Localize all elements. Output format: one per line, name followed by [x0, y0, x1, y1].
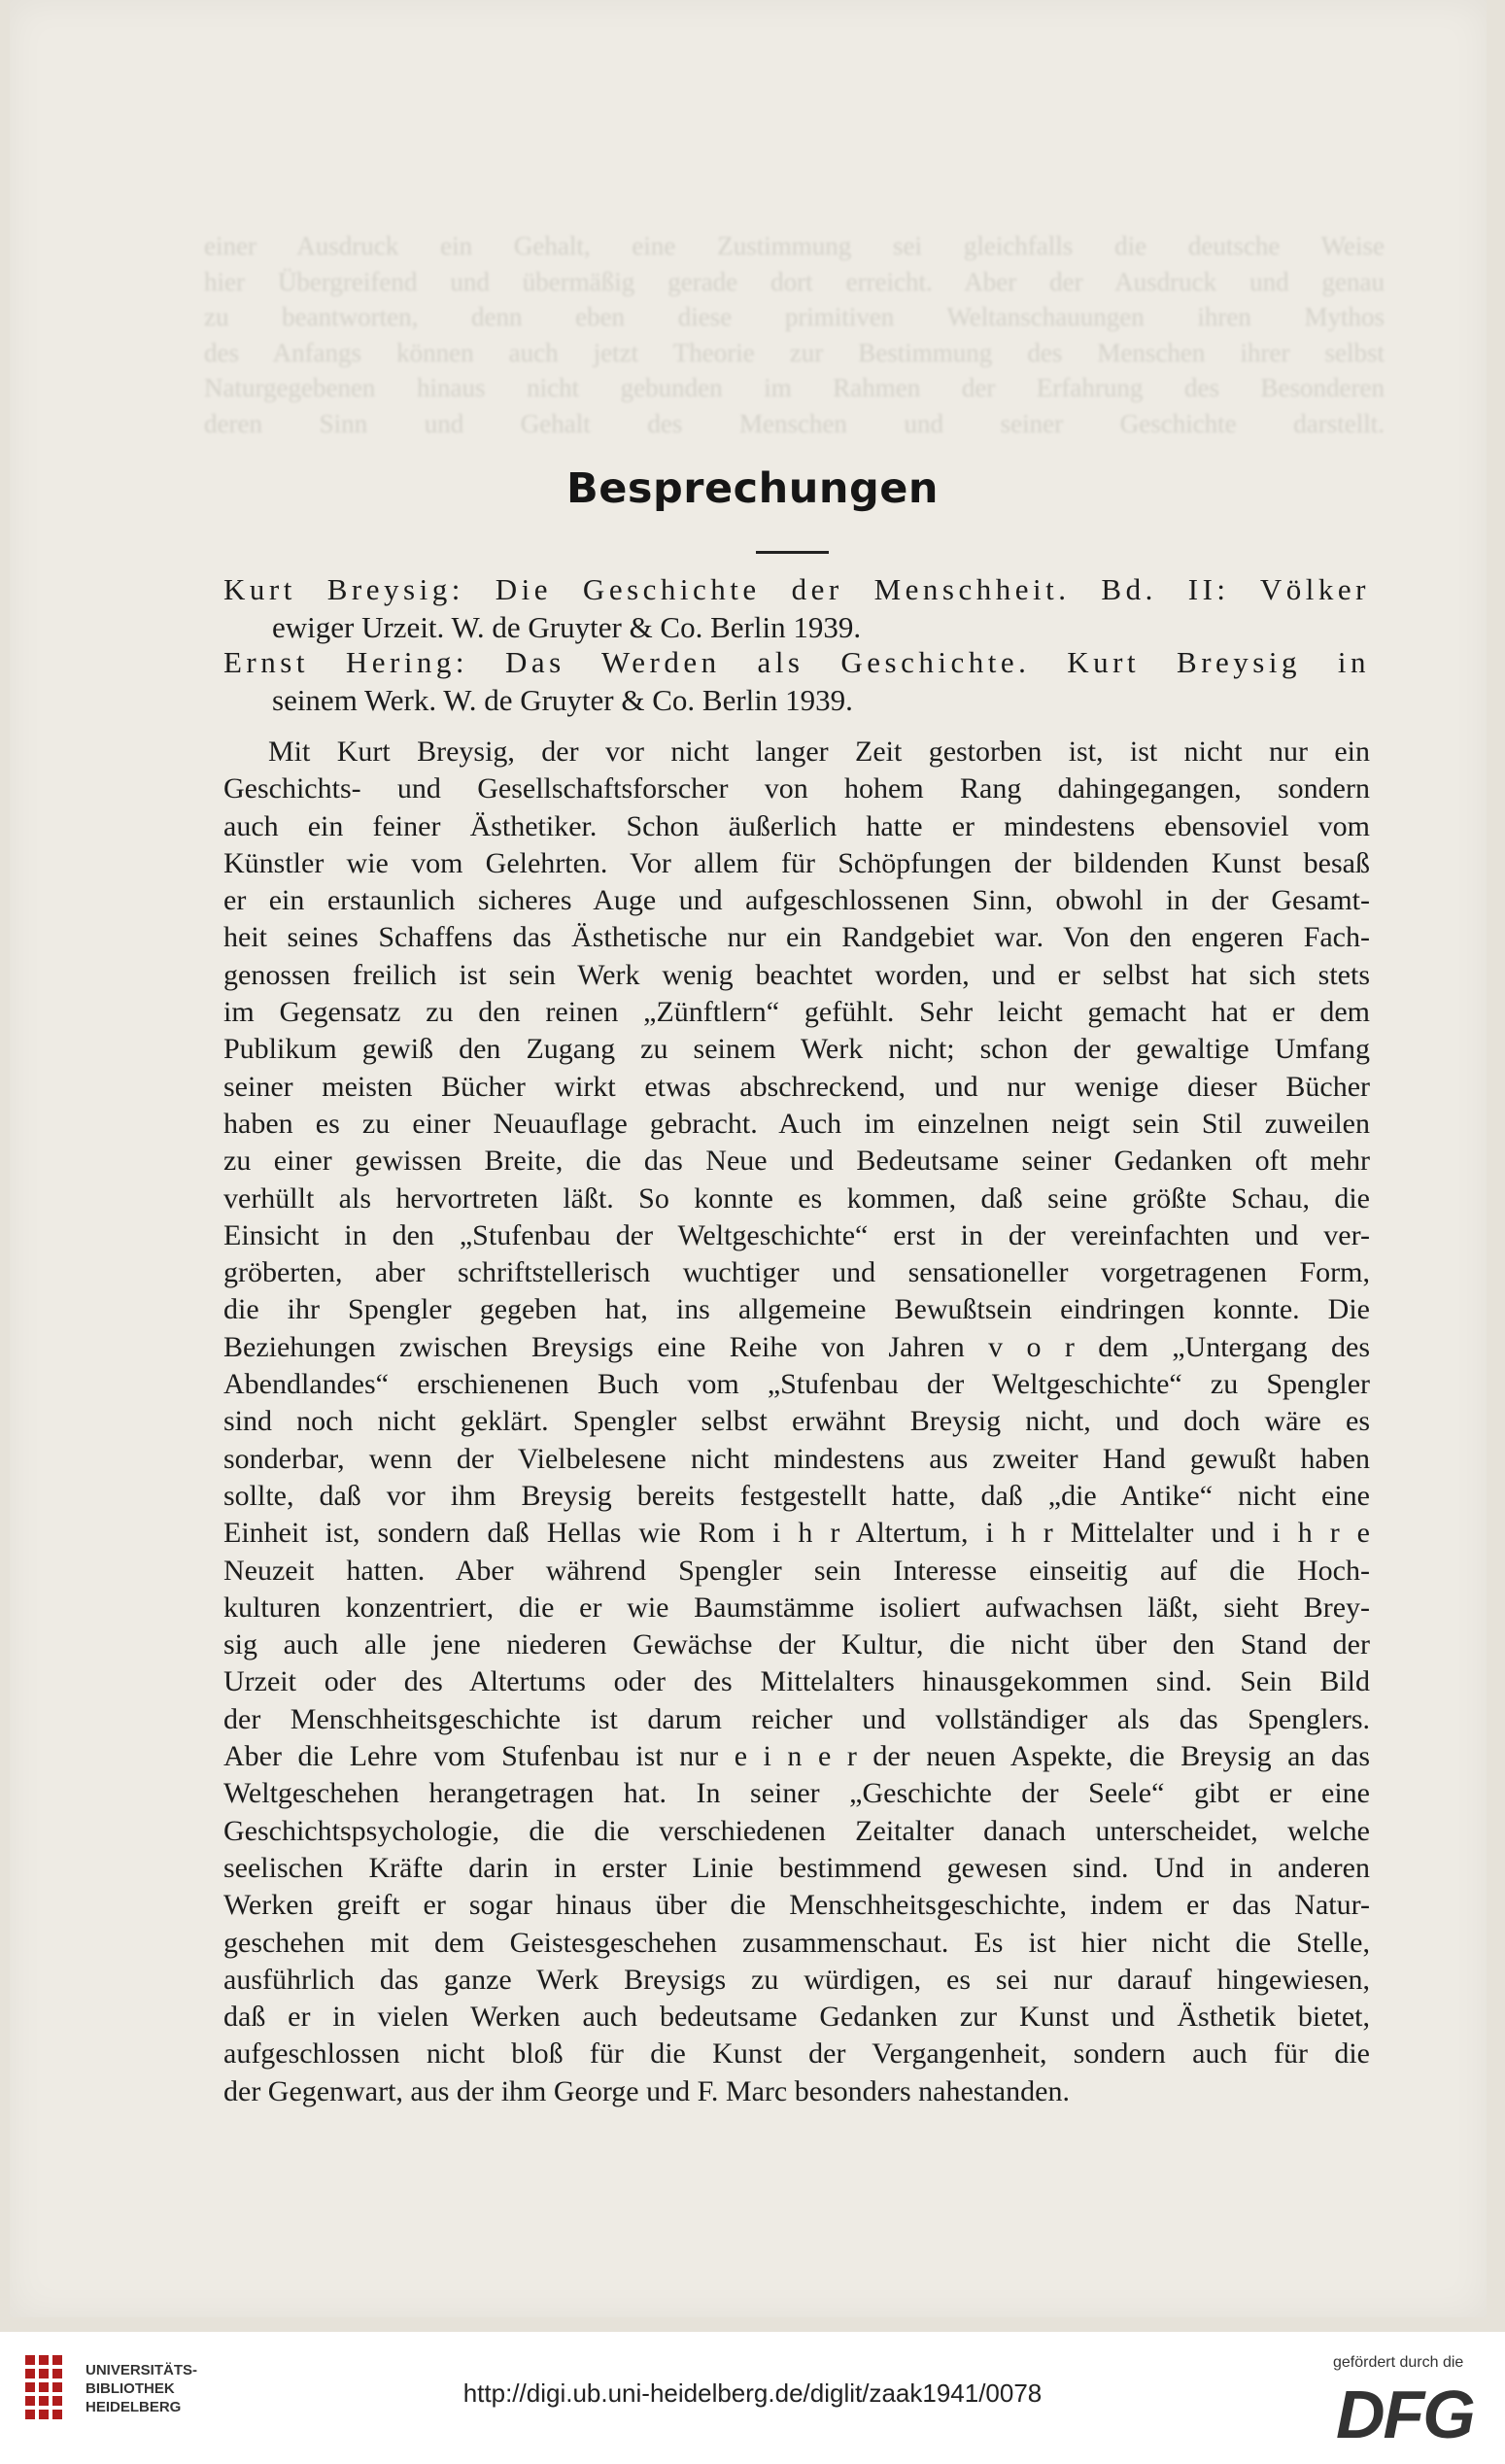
body-line: Geschichtspsychologie, die die verschiedenen Zeitalter danach unterscheidet, welche: [223, 1814, 1370, 1847]
body-line: seelischen Kräfte darin in erster Linie bestimmend gewesen sind. Und in anderen: [223, 1851, 1370, 1884]
university-name-line: UNIVERSITÄTS-: [86, 2362, 198, 2378]
body-line: er ein erstaunlich sicheres Auge und aufgeschlossenen Sinn, obwohl in der Gesamt-: [223, 884, 1370, 917]
body-line: Geschichts- und Gesellschaftsforscher von hohem Rang dahingegangen, sondern: [223, 772, 1370, 805]
bibliography-line: Kurt Breysig: Die Geschichte der Menschheit. Bd. II: Völker: [223, 572, 1370, 606]
body-line: Neuzeit hatten. Aber während Spengler sein Interesse einseitig auf die Hoch-: [223, 1554, 1370, 1587]
body-line: sind noch nicht geklärt. Spengler selbst erwähnt Breysig nicht, und doch wäre es: [223, 1405, 1370, 1438]
bibliography-entry-breysig: [223, 570, 1370, 646]
body-line: daß er in vielen Werken auch bedeutsame Gedanken zur Kunst und Ästhetik bietet,: [223, 2001, 1370, 2034]
body-line: ausführlich das ganze Werk Breysigs zu würdigen, es sei nur darauf hingewiesen,: [223, 1963, 1370, 1996]
body-line: auch ein feiner Ästhetiker. Schon äußerlich hatte er mindestens ebensoviel vom: [223, 809, 1370, 842]
body-line: Publikum gewiß den Zugang zu seinem Werk nicht; schon der gewaltige Umfang: [223, 1033, 1370, 1066]
bibliography-line: ewiger Urzeit. W. de Gruyter & Co. Berlin 1939.: [272, 610, 862, 644]
body-line: Urzeit oder des Altertums oder des Mittelalters hinausgekommen sind. Sein Bild: [223, 1665, 1370, 1698]
funding-caption: gefördert durch die: [1333, 2354, 1464, 2371]
bleed-through-line: deren Sinn und Gehalt des Menschen und seiner Geschichte darstellt.: [204, 408, 1385, 438]
body-line: sollte, daß vor ihm Breysig bereits festgestellt hatte, daß „die Antike“ nicht eine: [223, 1479, 1370, 1512]
bleed-through-line: einer Ausdruck ein Gehalt, eine Zustimmung sei gleichfalls die deutsche Weise: [204, 231, 1385, 260]
body-line: der Gegenwart, aus der ihm George und F. Marc besonders nahestanden.: [223, 2074, 1070, 2107]
body-line: geschehen mit dem Geistesgeschehen zusammenschaut. Es ist hier nicht die Stelle,: [223, 1926, 1370, 1959]
body-line: genossen freilich ist sein Werk wenig beachtet worden, und er selbst hat sich stets: [223, 958, 1370, 991]
body-line: Beziehungen zwischen Breysigs eine Reihe von Jahren v o r dem „Untergang des: [223, 1330, 1370, 1363]
university-name-line: BIBLIOTHEK: [86, 2380, 175, 2397]
body-line: gröberten, aber schriftstellerisch wuchtiger und sensationeller vorgetragenen Form,: [223, 1256, 1370, 1289]
body-line: heit seines Schaffens das Ästhetische nur ein Randgebiet war. Von den engeren Fach-: [223, 921, 1370, 954]
body-line: sonderbar, wenn der Vielbelesene nicht mindestens aus zweiter Hand gewußt haben: [223, 1442, 1370, 1475]
body-line: im Gegensatz zu den reinen „Zünftlern“ gefühlt. Sehr leicht gemacht hat er dem: [223, 996, 1370, 1029]
bleed-through-line: zu beantworten, denn eben diese primitiven Weltanschauungen ihren Mythos: [204, 302, 1385, 331]
bleed-through-line: des Anfangs können auch jetzt Theorie zur Bestimmung des Menschen ihrer selbst: [204, 337, 1385, 367]
body-line: Einsicht in den „Stufenbau der Weltgeschichte“ erst in der vereinfachten und ver-: [223, 1218, 1370, 1251]
body-line: Weltgeschehen herangetragen hat. In seiner „Geschichte der Seele“ gibt er eine: [223, 1777, 1370, 1810]
body-line: die ihr Spengler gegeben hat, ins allgemeine Bewußtsein eindringen konnte. Die: [223, 1293, 1370, 1326]
body-line: der Menschheitsgeschichte ist darum reicher und vollständiger als das Spenglers.: [223, 1702, 1370, 1735]
body-line: Einheit ist, sondern daß Hellas wie Rom i h r Altertum, i h r Mittelalter und i h r e: [223, 1517, 1370, 1550]
body-line: seiner meisten Bücher wirkt etwas abschreckend, und nur wenige dieser Bücher: [223, 1070, 1370, 1103]
body-line: kulturen konzentriert, die er wie Baumstämme isoliert aufwachsen läßt, sieht Brey-: [223, 1591, 1370, 1624]
permalink[interactable]: http://digi.ub.uni-heidelberg.de/diglit/zaak1941/0078: [462, 2378, 1043, 2408]
body-line: verhüllt als hervortreten läßt. So konnte es kommen, daß seine größte Schau, die: [223, 1181, 1370, 1215]
bleed-through-text: [204, 228, 1385, 441]
dfg-logo: DFG: [1336, 2377, 1474, 2452]
body-line: Künstler wie vom Gelehrten. Vor allem für Schöpfungen der bildenden Kunst besaß: [223, 846, 1370, 879]
review-body: [223, 734, 1370, 2110]
bibliography-entry-hering: [223, 643, 1370, 719]
section-heading: Besprechungen: [565, 464, 940, 513]
body-line: Abendlandes“ erschienenen Buch vom „Stufenbau der Weltgeschichte“ zu Spengler: [223, 1368, 1370, 1401]
bibliography-line: seinem Werk. W. de Gruyter & Co. Berlin 1939.: [272, 683, 853, 717]
bleed-through-line: Naturgegebenen hinaus nicht gebunden im Rahmen der Erfahrung des Besonderen: [204, 373, 1385, 402]
body-line: Werken greift er sogar hinaus über die Menschheitsgeschichte, indem er das Natur-: [223, 1889, 1370, 1922]
body-line: aufgeschlossen nicht bloß für die Kunst der Vergangenheit, sondern auch für die: [223, 2037, 1370, 2070]
bleed-through-line: hier Übergreifend und übermäßig gerade dort erreicht. Aber der Ausdruck und genau: [204, 266, 1385, 296]
university-name-line: HEIDELBERG: [86, 2399, 182, 2415]
body-line: sig auch alle jene niederen Gewächse der Kultur, die nicht über den Stand der: [223, 1628, 1370, 1661]
bibliography-line: Ernst Hering: Das Werden als Geschichte. Kurt Breysig in: [223, 645, 1370, 679]
heading-rule: [756, 551, 829, 554]
body-line: haben es zu einer Neuauflage gebracht. Auch im einzelnen neigt sein Stil zuweilen: [223, 1107, 1370, 1140]
body-line: zu einer gewissen Breite, die das Neue und Bedeutsame seiner Gedanken oft mehr: [223, 1145, 1370, 1178]
body-line: Aber die Lehre vom Stufenbau ist nur e i n e r der neuen Aspekte, die Breysig an das: [223, 1740, 1370, 1773]
body-line: Mit Kurt Breysig, der vor nicht langer Zeit gestorben ist, ist nicht nur ein: [268, 736, 1370, 768]
